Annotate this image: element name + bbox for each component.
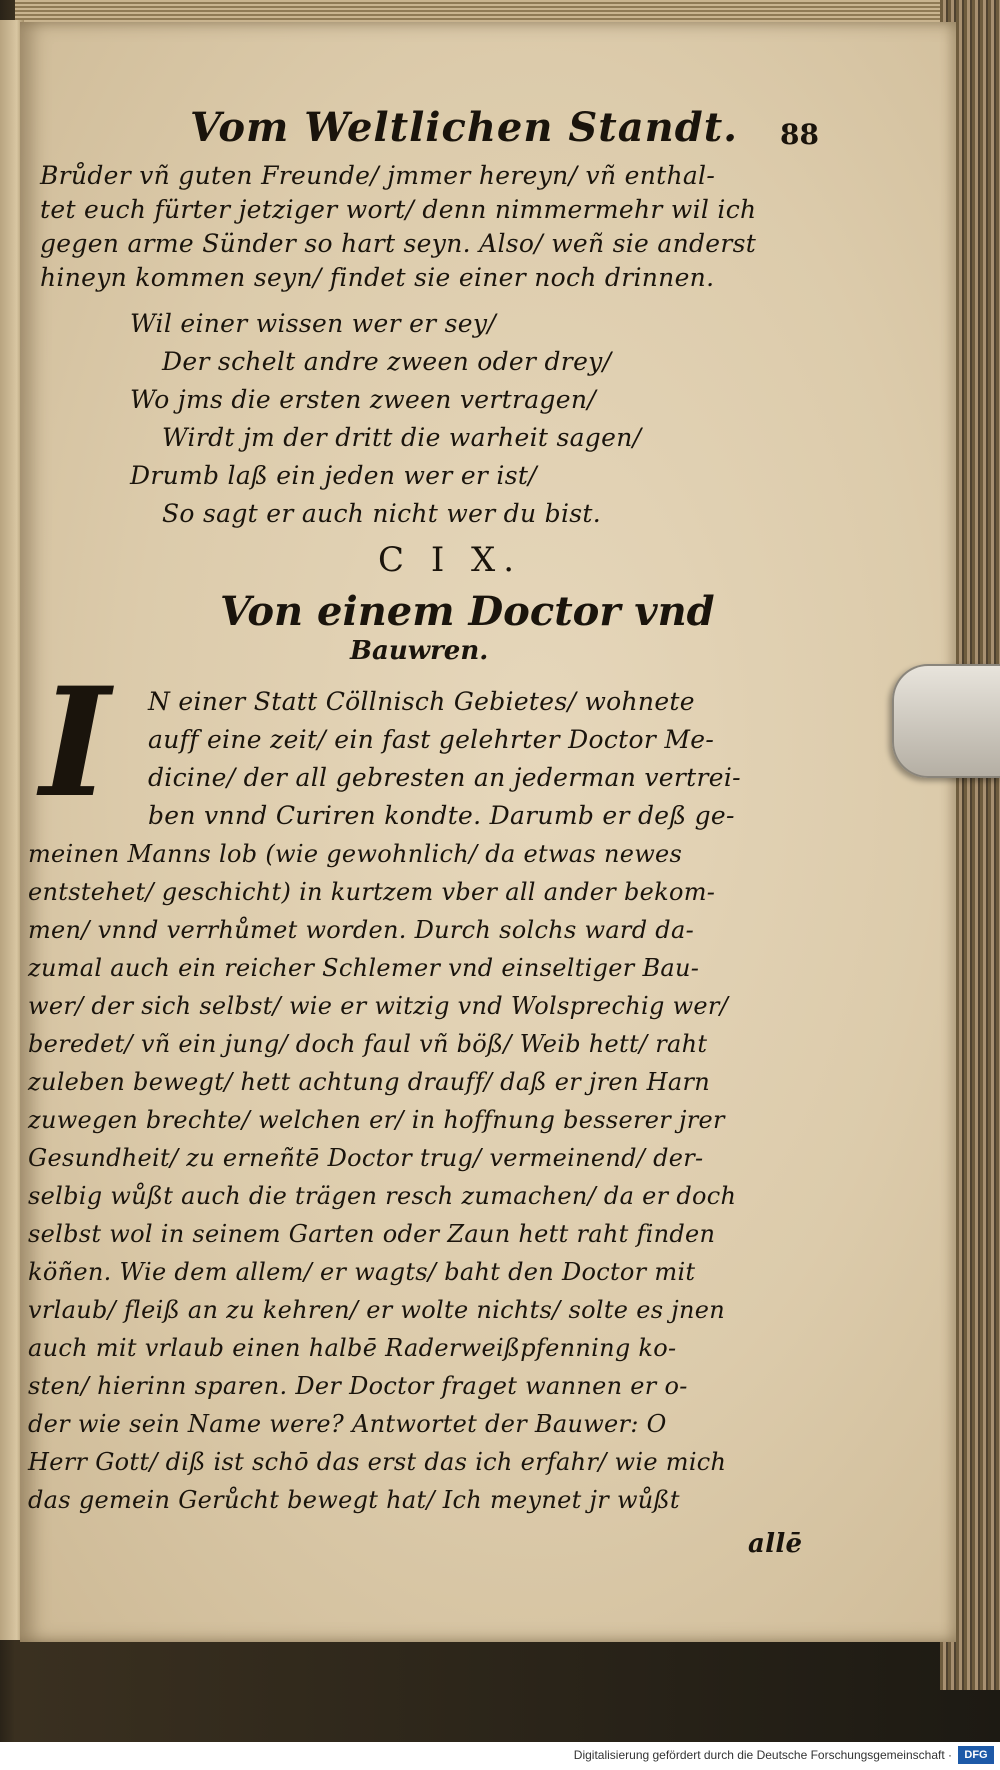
text-line: Gesundheit/ zu erneñtē Doctor trug/ vermeinend/ der- (28, 1144, 704, 1172)
text-line: tet euch fürter jetziger wort/ denn nimmermehr wil ich (40, 195, 757, 224)
text-line: selbst wol in seinem Garten oder Zaun hett raht finden (28, 1220, 716, 1248)
verse-line: Wo jms die ersten zween vertragen/ (130, 385, 596, 414)
text-line: zumal auch ein reicher Schlemer vnd einseltiger Bau- (28, 954, 700, 982)
text-line: köñen. Wie dem allem/ er wagts/ baht den Doctor mit (28, 1258, 696, 1286)
text-line: zuwegen brechte/ welchen er/ in hoffnung besserer jrer (28, 1106, 725, 1134)
verse-line: So sagt er auch nicht wer du bist. (162, 499, 601, 528)
text-line: vrlaub/ fleiß an zu kehren/ er wolte nichts/ solte es jnen (28, 1296, 726, 1324)
text-line: der wie sein Name were? Antwortet der Bauwer: O (28, 1410, 667, 1438)
text-line: auch mit vrlaub einen halbē Raderweißpfenning ko- (28, 1334, 677, 1362)
chapter-title: Von einem Doctor vnd (220, 588, 715, 635)
text-line: ben vnnd Curiren kondte. Darumb er deß ge- (148, 801, 735, 830)
catchword: allē (748, 1529, 803, 1559)
text-line: entstehet/ geschicht) in kurtzem vber all ander bekom- (28, 878, 716, 906)
text-line: beredet/ vñ ein jung/ doch faul vñ böß/ Weib hett/ raht (28, 1030, 708, 1058)
running-head: Vom Weltlichen Standt. (190, 104, 739, 151)
decorated-initial: I (40, 655, 111, 831)
chapter-number: C I X. (378, 540, 523, 580)
verse-line: Wirdt jm der dritt die warheit sagen/ (162, 423, 642, 452)
verse-line: Drumb laß ein jeden wer er ist/ (130, 461, 537, 490)
text-line: das gemein Gerůcht bewegt hat/ Ich meynet jr wůßt (28, 1486, 680, 1514)
text-line: meinen Manns lob (wie gewohnlich/ da etwas newes (28, 840, 683, 868)
text-line: hineyn kommen seyn/ findet sie einer noch drinnen. (40, 263, 715, 292)
chapter-title-continued: Bauwren. (350, 636, 489, 666)
page-clip (892, 664, 1000, 778)
text-line: gegen arme Sünder so hart seyn. Also/ weñ sie anderst (40, 229, 757, 258)
folio-number: 88 (780, 118, 819, 151)
text-line: Brůder vñ guten Freunde/ jmmer hereyn/ vñ enthal- (40, 161, 716, 190)
text-line: sten/ hierinn sparen. Der Doctor fraget wannen er o- (28, 1372, 688, 1400)
verse-line: Der schelt andre zween oder drey/ (162, 347, 612, 376)
text-line: men/ vnnd verrhůmet worden. Durch solchs ward da- (28, 916, 694, 944)
text-line: wer/ der sich selbst/ wie er witzig vnd Wolsprechig wer/ (28, 992, 729, 1020)
text-line: N einer Statt Cöllnisch Gebietes/ wohnete (148, 687, 695, 716)
footer-credit: Digitalisierung gefördert durch die Deutsche Forschungsgemeinschaft · (573, 1748, 952, 1762)
text-line: selbig wůßt auch die trägen resch zumachen/ da er doch (28, 1182, 737, 1210)
text-line: dicine/ der all gebresten an jederman vertrei- (148, 763, 741, 792)
dfg-logo: DFG (958, 1746, 994, 1764)
verse-line: Wil einer wissen wer er sey/ (130, 309, 497, 338)
book-top-edge (15, 0, 955, 22)
text-line: zuleben bewegt/ hett achtung drauff/ daß er jren Harn (28, 1068, 710, 1096)
text-line: auff eine zeit/ ein fast gelehrter Doctor Me- (148, 725, 715, 754)
text-line: Herr Gott/ diß ist schō das erst das ich erfahr/ wie mich (28, 1448, 727, 1476)
